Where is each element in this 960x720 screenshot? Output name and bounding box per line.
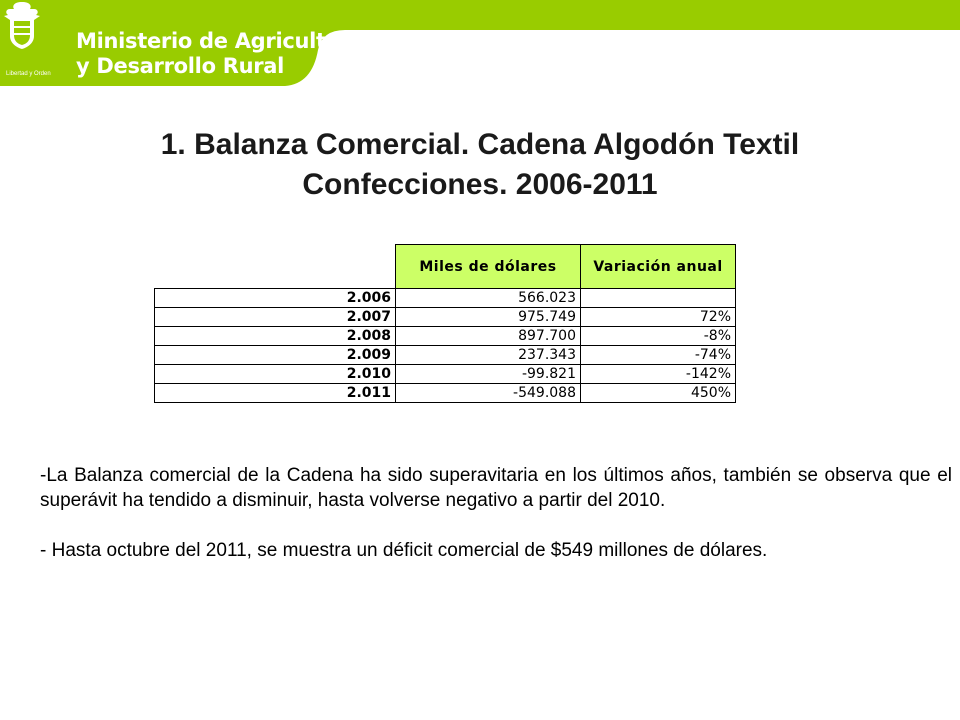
body-paragraph: -La Balanza comercial de la Cadena ha sido superavitaria en los últimos años, también se observa que el superávit ha tendido a disminuir, hasta volverse negativo a partir del 2010. <box>40 465 952 511</box>
table-cell-variation: -8% <box>581 327 736 346</box>
table-row <box>155 327 736 346</box>
table-cell-value: -549.088 <box>396 384 581 403</box>
motto-text: Libertad y Orden <box>6 71 51 77</box>
ministry-name-line1: Ministerio de Agricultura <box>76 29 365 53</box>
table-cell-variation <box>581 289 736 308</box>
page-title-line2: Confecciones. 2006-2011 <box>302 168 658 201</box>
table-cell-variation: -142% <box>581 365 736 384</box>
coat-of-arms-icon <box>0 0 44 50</box>
ministry-name <box>76 29 364 79</box>
table-cell-year: 2.011 <box>155 384 396 403</box>
body-text <box>40 463 952 588</box>
table-cell-value: 237.343 <box>396 346 581 365</box>
body-paragraph: - Hasta octubre del 2011, se muestra un déficit comercial de $549 millones de dólares. <box>40 540 768 561</box>
table-cell-value: -99.821 <box>396 365 581 384</box>
page-title <box>60 125 900 205</box>
ministry-name-line2: y Desarrollo Rural <box>76 54 285 78</box>
table-cell-variation: -74% <box>581 346 736 365</box>
trade-balance-table <box>154 244 736 403</box>
table-cell-year: 2.010 <box>155 365 396 384</box>
table-cell-variation: 72% <box>581 308 736 327</box>
table-header-row <box>155 245 736 289</box>
table-header-value: Miles de dólares <box>396 245 581 289</box>
table-cell-value: 975.749 <box>396 308 581 327</box>
table-cell-year: 2.008 <box>155 327 396 346</box>
table-cell-value: 566.023 <box>396 289 581 308</box>
table-row <box>155 365 736 384</box>
table-row <box>155 289 736 308</box>
page-title-line1: 1. Balanza Comercial. Cadena Algodón Textil <box>160 128 800 161</box>
table-cell-value: 897.700 <box>396 327 581 346</box>
header-band <box>0 0 960 88</box>
table-cell-variation: 450% <box>581 384 736 403</box>
table-cell-year: 2.006 <box>155 289 396 308</box>
table-row <box>155 384 736 403</box>
table-header-blank <box>155 245 396 289</box>
table-row <box>155 308 736 327</box>
table-cell-year: 2.007 <box>155 308 396 327</box>
table-cell-year: 2.009 <box>155 346 396 365</box>
table-header-variation: Variación anual <box>581 245 736 289</box>
table-row <box>155 346 736 365</box>
